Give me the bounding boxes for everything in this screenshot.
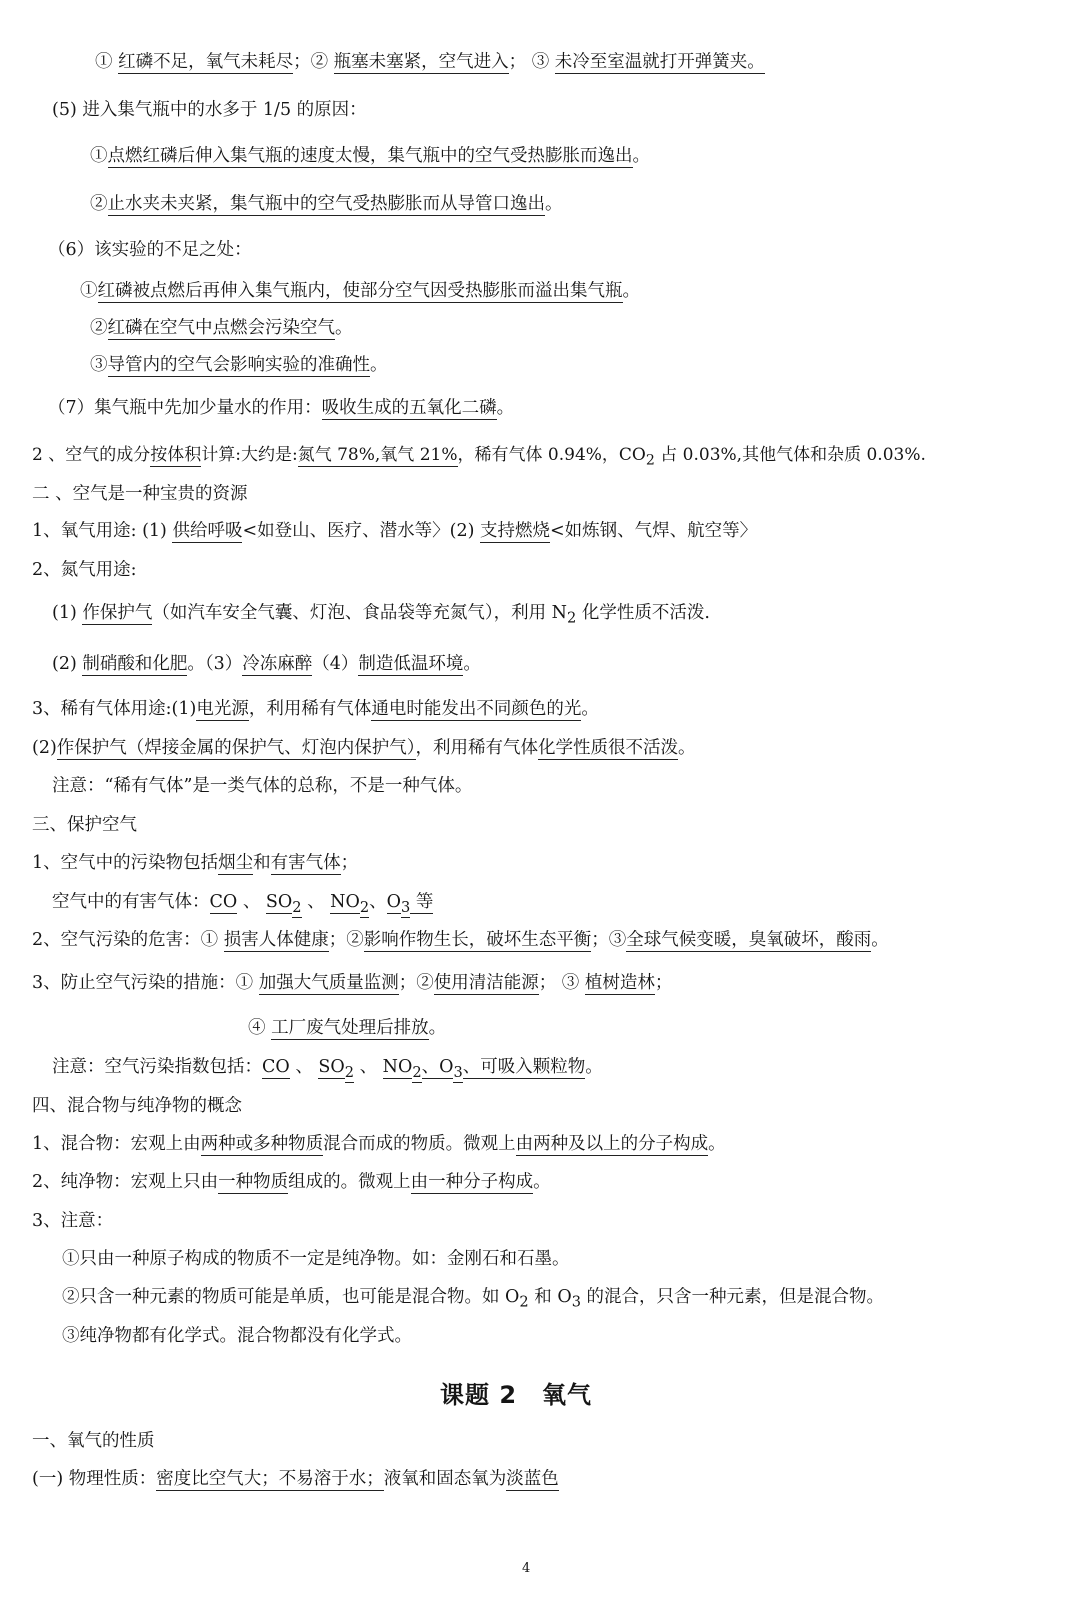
text-run: 混合而成的物质。微观上: [323, 1134, 516, 1154]
text-run: 。: [545, 194, 563, 214]
text-run: 和: [253, 853, 271, 873]
note-line: [52, 776, 472, 797]
underlined-answer: 红磷在空气中点燃会污染空气: [107, 318, 335, 338]
text-line: [32, 853, 358, 874]
underlined-answer: 密度比空气大；不易溶于水；: [156, 1469, 384, 1489]
underlined-answer: NO: [382, 1057, 413, 1077]
text-run: 和 O: [528, 1287, 572, 1307]
text-line: [32, 1134, 726, 1155]
text-run: 组成的。微观上: [288, 1172, 411, 1192]
text-run: 、: [289, 1057, 319, 1077]
subscript: 2: [292, 898, 302, 916]
text-run: 四、混合物与纯净物的概念: [32, 1096, 242, 1116]
underlined-answer: 导管内的空气会影响实验的准确性: [107, 355, 370, 375]
text-run: 2、空气污染的危害：①: [32, 930, 224, 950]
underlined-answer: 通电时能发出不同颜色的光: [371, 699, 582, 719]
text-run: 占 0.03%,其他气体和杂质 0.03%.: [654, 445, 926, 465]
text-run: 一、氧气的性质: [32, 1431, 155, 1451]
text-run: ，利用稀有气体: [248, 699, 372, 719]
text-line: [48, 398, 514, 419]
text-run: ①: [80, 281, 98, 301]
text-run: 。: [335, 318, 353, 338]
underlined-answer: 、O: [421, 1057, 454, 1077]
text-run: 课题 2 氧气: [440, 1381, 593, 1409]
text-line: [80, 281, 640, 302]
text-run: 。: [496, 398, 515, 418]
text-run: ；: [654, 973, 673, 993]
underlined-answer: 工厂废气处理后排放: [271, 1018, 429, 1038]
subscript: 2: [412, 1063, 422, 1081]
text-run: 。: [871, 930, 889, 950]
text-line: [90, 194, 563, 215]
text-run: 。: [678, 738, 696, 758]
underlined-answer: 淡蓝色: [506, 1469, 559, 1489]
note-line: [52, 1057, 603, 1081]
text-run: 。: [370, 355, 388, 375]
text-run: 。: [581, 699, 599, 719]
text-run: ④: [248, 1018, 272, 1038]
text-line: [90, 146, 650, 167]
underlined-answer: 有害气体: [270, 853, 341, 873]
underlined-answer: 加强大气质量监测: [258, 973, 399, 993]
text-line: [52, 654, 481, 675]
text-line: [32, 973, 672, 994]
section-heading: [32, 1096, 242, 1117]
underlined-answer: 未冷至室温就打开弹簧夹。: [554, 52, 765, 72]
text-run: 2 、空气的成分: [32, 445, 151, 465]
text-run: （6）该实验的不足之处：: [48, 240, 252, 260]
underlined-answer: 支持燃烧: [479, 521, 550, 541]
text-run: （7）集气瓶中先加少量水的作用：: [48, 398, 322, 418]
underlined-answer: 、可吸入颗粒物: [462, 1057, 586, 1077]
text-run: (2): [52, 654, 83, 674]
text-run: ②: [90, 318, 108, 338]
underlined-answer: 由一种分子构成: [410, 1172, 534, 1192]
subscript: 2: [519, 1293, 529, 1311]
underlined-answer: NO: [330, 892, 360, 912]
text-run: 空气中的有害气体：: [52, 892, 210, 912]
text-run: 、: [237, 892, 266, 912]
subscript: 2: [344, 1063, 355, 1081]
underlined-answer: 作保护气: [82, 603, 153, 623]
underlined-answer: 点燃红磷后伸入集气瓶的速度太慢，集气瓶中的空气受热膨胀而逸出: [107, 146, 633, 166]
text-run: 3、注意：: [32, 1211, 114, 1231]
text-run: (2): [32, 738, 57, 758]
text-line: [52, 603, 710, 627]
text-line: [32, 930, 889, 951]
text-run: ③纯净物都有化学式。混合物都没有化学式。: [62, 1326, 412, 1346]
underlined-answer: CO: [262, 1057, 290, 1077]
underlined-answer: 吸收生成的五氧化二磷: [321, 398, 497, 418]
text-run: ③: [90, 355, 108, 375]
underlined-answer: 全球气候变暖，臭氧破坏，酸雨: [626, 930, 872, 950]
text-run: 、: [354, 1057, 383, 1077]
text-run: 。: [428, 1018, 447, 1038]
text-run: 2、氮气用途:: [32, 560, 137, 580]
text-run: 3、防止空气污染的措施：①: [32, 973, 259, 993]
text-run: 注意：“稀有气体”是一类气体的总称，不是一种气体。: [52, 776, 473, 796]
subscript: 2: [359, 898, 370, 916]
text-run: ；②: [293, 52, 334, 72]
text-line: [62, 1326, 412, 1347]
text-run: <如登山、医疗、潜水等〉(2): [242, 521, 480, 541]
underlined-answer: 使用清洁能源: [433, 973, 539, 993]
text-line: [62, 1287, 884, 1311]
subscript: 2: [566, 609, 577, 627]
text-run: ； ③: [538, 973, 585, 993]
text-run: ，利用稀有气体: [415, 738, 539, 758]
underlined-answer: CO: [209, 892, 238, 912]
text-run: 注意：空气污染指数包括：: [52, 1057, 262, 1077]
underlined-answer: 供给呼吸: [172, 521, 243, 541]
text-run: (一) 物理性质：: [32, 1469, 157, 1489]
underlined-answer: 化学性质很不活泼: [538, 738, 679, 758]
underlined-answer: 由两种及以上的分子构成: [515, 1134, 709, 1154]
text-run: 。: [585, 1057, 603, 1077]
text-line: [52, 892, 433, 916]
subscript: 3: [571, 1293, 581, 1311]
underlined-answer: 制硝酸和化肥: [82, 654, 188, 674]
section-heading: [32, 815, 137, 836]
text-run: ①只由一种原子构成的物质不一定是纯净物。如：金刚石和石墨。: [62, 1249, 570, 1269]
text-run: 液氧和固态氧为: [383, 1469, 507, 1489]
underlined-answer: 损害人体健康: [223, 930, 329, 950]
text-run: 、: [301, 892, 331, 912]
text-line: [62, 1249, 570, 1270]
text-run: （如汽车安全气囊、灯泡、食品袋等充氮气），利用 N: [152, 603, 567, 623]
underlined-answer: 氮气 78%,氧气 21%: [297, 445, 458, 465]
text-line: [32, 1211, 113, 1232]
text-line: [248, 1018, 446, 1039]
underlined-answer: 影响作物生长，破坏生态平衡: [363, 930, 592, 950]
section-heading: [32, 484, 248, 505]
underlined-answer: 冷冻麻醉: [242, 654, 313, 674]
text-line: [32, 521, 757, 542]
subscript: 2: [645, 452, 655, 469]
underlined-answer: 制造低温环境: [358, 654, 464, 674]
text-run: 2、纯净物：宏观上只由: [32, 1172, 219, 1192]
text-run: 化学性质不活泼.: [576, 603, 710, 623]
text-run: 。: [463, 654, 481, 674]
underlined-answer: 红磷不足，氧气未耗尽: [118, 52, 294, 72]
text-line: [32, 699, 599, 720]
underlined-answer: 烟尘: [218, 853, 254, 873]
text-run: 1、空气中的污染物包括: [32, 853, 219, 873]
lesson-title: [440, 1381, 592, 1410]
section-heading: [32, 1431, 155, 1452]
text-run: ①: [90, 146, 108, 166]
text-run: ，稀有气体 0.94%，CO: [457, 445, 646, 465]
underlined-answer: 红磷被点燃后再伸入集气瓶内，使部分空气因受热膨胀而溢出集气瓶: [97, 281, 623, 301]
text-run: 计算:大约是:: [201, 445, 298, 465]
text-run: 。: [708, 1134, 726, 1154]
text-run: 。（3）: [187, 654, 243, 674]
text-run: 。: [622, 281, 640, 301]
text-run: 。: [533, 1172, 551, 1192]
text-run: 3、稀有气体用途:(1): [32, 699, 197, 719]
text-line: [32, 1469, 559, 1490]
underlined-answer: 瓶塞未塞紧，空气进入: [333, 52, 509, 72]
text-run: （4）: [312, 654, 359, 674]
text-run: ②只含一种元素的物质可能是单质，也可能是混合物。如 O: [62, 1287, 520, 1307]
text-run: 、: [369, 892, 387, 912]
text-run: (5) 进入集气瓶中的水多于 1/5 的原因：: [52, 100, 367, 120]
text-line: [52, 100, 367, 121]
underlined-answer: SO: [318, 1057, 345, 1077]
text-run: ；③: [591, 930, 627, 950]
text-run: 的混合，只含一种元素，但是混合物。: [580, 1287, 885, 1307]
text-run: ；: [340, 853, 359, 873]
text-run: 二 、空气是一种宝贵的资源: [32, 484, 248, 504]
underlined-answer: 两种或多种物质: [200, 1134, 324, 1154]
text-run: 三、保护空气: [32, 815, 137, 835]
text-run: (1): [52, 603, 83, 623]
text-run: 1、混合物：宏观上由: [32, 1134, 201, 1154]
underlined-answer: 等: [410, 892, 434, 912]
text-run: 。: [632, 146, 650, 166]
page-number: 4: [522, 1561, 531, 1576]
underlined-answer: 一种物质: [218, 1172, 289, 1192]
underlined-answer: O: [386, 892, 401, 912]
text-run: ①: [95, 52, 119, 72]
text-line: [90, 318, 353, 339]
text-line: [90, 355, 388, 376]
underlined-answer: SO: [265, 892, 293, 912]
underlined-answer: 止水夹未夹紧，集气瓶中的空气受热膨胀而从导管口逸出: [107, 194, 545, 214]
text-run: ； ③: [508, 52, 555, 72]
underlined-answer: 电光源: [196, 699, 249, 719]
underlined-answer: 按体积: [150, 445, 202, 465]
text-line: [48, 240, 252, 261]
text-line: [32, 560, 137, 581]
text-line: [32, 1172, 551, 1193]
text-line: [32, 738, 696, 759]
text-run: ；②: [328, 930, 364, 950]
text-line: [95, 52, 765, 73]
subscript: 3: [400, 898, 411, 916]
text-run: ；②: [398, 973, 434, 993]
underlined-answer: 作保护气（焊接金属的保护气、灯泡内保护气）: [56, 738, 416, 758]
text-run: ②: [90, 194, 108, 214]
text-run: <如炼钢、气焊、航空等〉: [549, 521, 758, 541]
text-run: 1、氧气用途: (1): [32, 521, 173, 541]
subscript: 3: [453, 1063, 463, 1081]
text-line: [32, 445, 926, 469]
underlined-answer: 植树造林: [584, 973, 655, 993]
